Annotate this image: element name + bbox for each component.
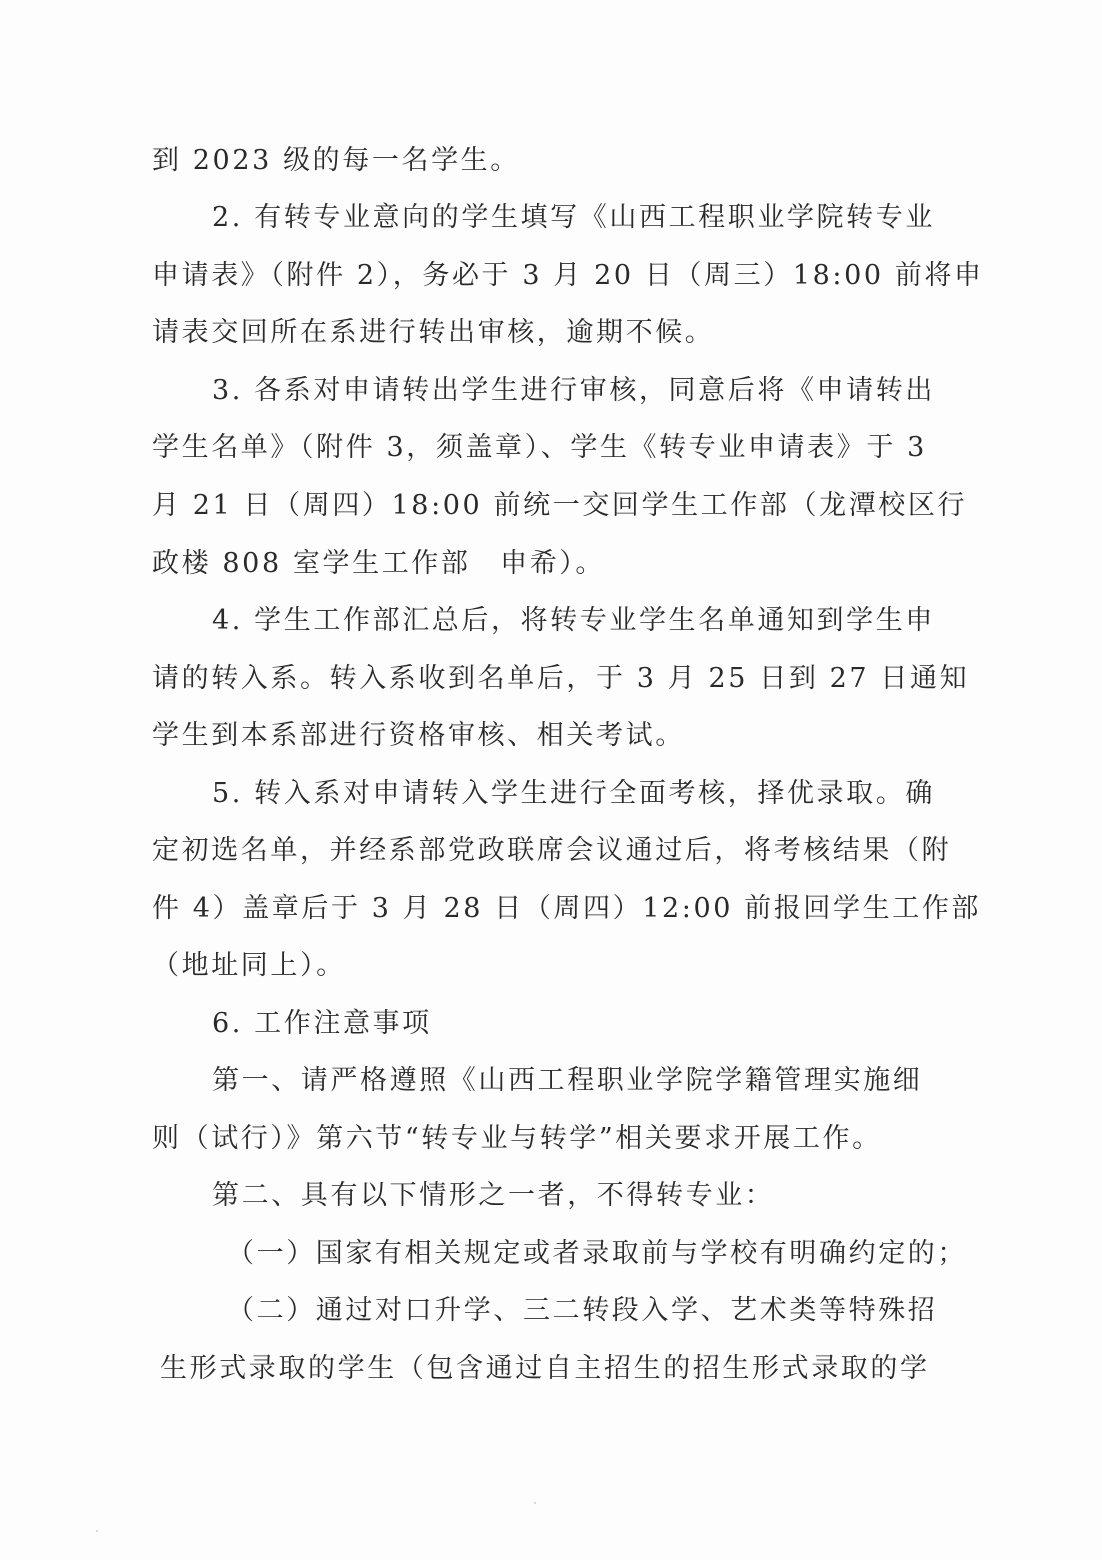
text-line-14: 件 4）盖章后于 3 月 28 日（周四）12:00 前报回学生工作部 <box>152 893 982 924</box>
text-line-7: 月 21 日（周四）18:00 前统一交回学生工作部（龙潭校区行 <box>152 490 968 521</box>
text-line-5: 3. 各系对申请转出学生进行审核，同意后将《申请转出 <box>212 375 935 406</box>
text-line-3: 申请表》（附件 2），务必于 3 月 20 日（周三）18:00 前将申 <box>152 260 984 291</box>
text-line-9: 4. 学生工作部汇总后，将转专业学生名单通知到学生申 <box>212 605 935 636</box>
scan-speck <box>534 1502 536 1504</box>
text-line-22: 生形式录取的学生（包含通过自主招生的招生形式录取的学 <box>160 1353 930 1384</box>
text-line-8: 政楼 808 室学生工作部 申希）。 <box>152 548 605 579</box>
text-line-18: 则（试行）》第六节“转专业与转学”相关要求开展工作。 <box>152 1123 882 1154</box>
text-line-13: 定初选名单，并经系部党政联席会议通过后，将考核结果（附 <box>152 835 952 866</box>
text-line-4: 请表交回所在系进行转出审核，逾期不候。 <box>152 317 715 348</box>
text-line-2: 2. 有转专业意向的学生填写《山西工程职业学院转专业 <box>212 202 935 233</box>
text-line-6: 学生名单》（附件 3，须盖章）、学生《转专业申请表》于 3 <box>152 432 927 463</box>
text-line-19: 第二、具有以下情形之一者，不得转专业： <box>212 1180 775 1211</box>
text-line-17: 第一、请严格遵照《山西工程职业学院学籍管理实施细 <box>212 1065 923 1096</box>
text-line-15: （地址同上）。 <box>152 950 346 981</box>
text-line-20: （一）国家有相关规定或者录取前与学校有明确约定的； <box>227 1238 967 1269</box>
text-line-11: 学生到本系部进行资格审核、相关考试。 <box>152 720 685 751</box>
text-line-1: 到 2023 级的每一名学生。 <box>152 145 520 176</box>
text-line-21: （二）通过对口升学、三二转段入学、艺术类等特殊招 <box>227 1295 938 1326</box>
scan-speck <box>96 1530 98 1532</box>
text-line-16: 6. 工作注意事项 <box>212 1008 432 1039</box>
text-line-12: 5. 转入系对申请转入学生进行全面考核，择优录取。确 <box>212 778 935 809</box>
text-line-10: 请的转入系。转入系收到名单后，于 3 月 25 日到 27 日通知 <box>152 663 970 694</box>
